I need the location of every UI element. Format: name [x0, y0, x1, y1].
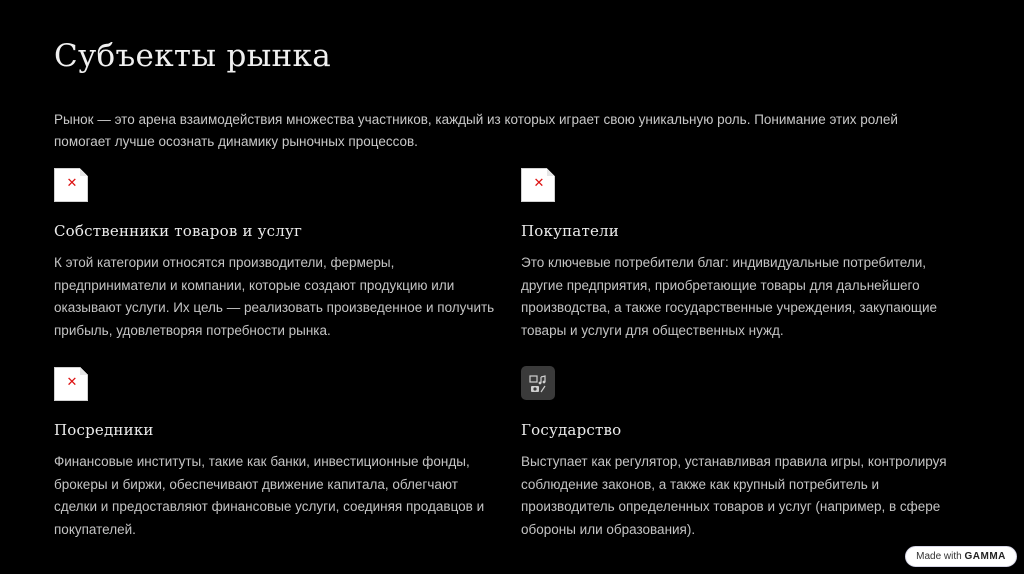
card-heading: Посредники: [54, 421, 154, 439]
card-text: К этой категории относятся производители, фермеры, предприниматели и компании, которые создают продукцию или оказывают услуги. Их цель — реализовать произведенное и получить прибыль, удовлетворяя потребности рынка.: [54, 255, 495, 338]
card-heading: Государство: [521, 421, 622, 439]
card-text: Выступает как регулятор, устанавливая правила игры, контролируя соблюдение законов, а также как крупный потребитель и производитель определенных товаров и услуг (например, в сфере обороны или образования).: [521, 454, 947, 537]
card-text: Это ключевые потребители благ: индивидуальные потребители, другие предприятия, приобретающие товары для дальнейшего производства, а также государственные учреждения, закупающие товары и услуги для общественных нужд.: [521, 255, 938, 338]
card-state: [521, 366, 971, 537]
page-title: Субъекты рынка: [54, 38, 331, 74]
card-intermediaries: [54, 367, 504, 537]
broken-image-icon: ✕: [54, 367, 88, 401]
intro-text: Рынок — это арена взаимодействия множества участников, каждый из которых играет свою уникальную роль. Понимание этих ролей помогает лучше осознать динамику рыночных процессов.: [54, 112, 898, 149]
badge-prefix: Made with: [916, 551, 962, 562]
card-buyers: [521, 168, 971, 338]
broken-image-icon: ✕: [521, 168, 555, 202]
card-owners: [54, 168, 504, 338]
gamma-logo: GAMMA: [964, 551, 1006, 562]
made-with-gamma-badge[interactable]: [905, 546, 1017, 567]
card-text: Финансовые институты, такие как банки, инвестиционные фонды, брокеры и биржи, обеспечивают движение капитала, облегчают сделки и предоставляют финансовые услуги, соединяя продавцов и покупателей.: [54, 454, 485, 537]
card-heading: Покупатели: [521, 222, 619, 240]
media-placeholder-icon: [521, 366, 555, 400]
card-heading: Собственники товаров и услуг: [54, 222, 303, 240]
broken-image-icon: ✕: [54, 168, 88, 202]
